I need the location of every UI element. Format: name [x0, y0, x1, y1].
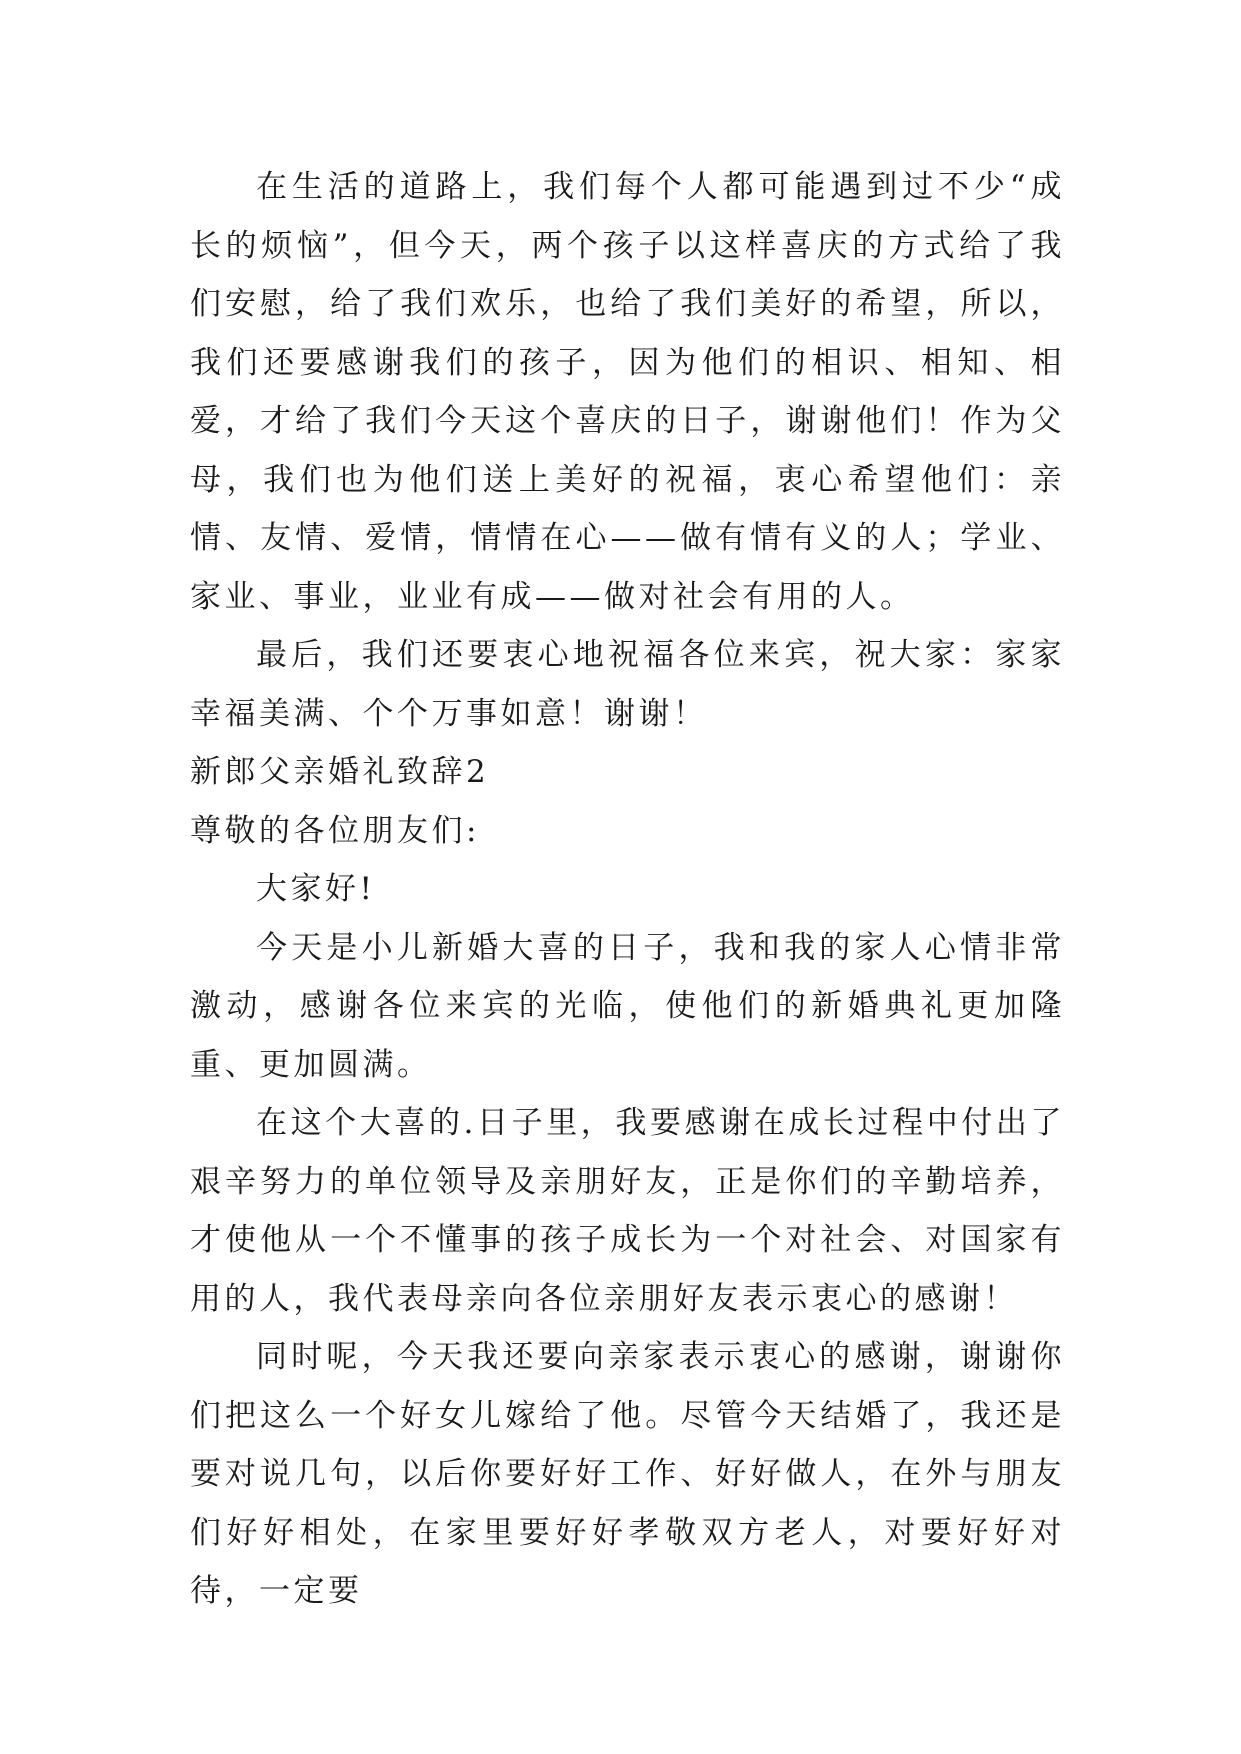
paragraph-thanks-leaders: 在这个大喜的.日子里，我要感谢在成长过程中付出了艰辛努力的单位领导及亲朋好友，正是你们的辛勤培养，才使他从一个不懂事的孩子成长为一个对社会、对国家有用的人，我代表母亲向各位亲朋好友表示衷心的感谢！ [190, 1105, 1065, 1317]
paragraph-wedding-day: 今天是小儿新婚大喜的日子，我和我的家人心情非常激动，感谢各位来宾的光临，使他们的新婚典礼更加隆重、更加圆满。 [190, 929, 1065, 1083]
section-heading: 新郎父亲婚礼致辞2 [190, 754, 490, 790]
paragraph-closing-blessing: 最后，我们还要衷心地祝福各位来宾，祝大家：家家幸福美满、个个万事如意！谢谢！ [190, 637, 1065, 732]
document-body [190, 158, 1065, 1621]
greeting: 大家好! [256, 871, 376, 907]
paragraph-growth-wishes: 在生活的道路上，我们每个人都可能遇到过不少“成长的烦恼”，但今天，两个孩子以这样喜庆的方式给了我们安慰，给了我们欢乐，也给了我们美好的希望，所以，我们还要感谢我们的孩子，因为他们的相识、相知、相爱，才给了我们今天这个喜庆的日子，谢谢他们！作为父母，我们也为他们送上美好的祝福，衷心希望他们：亲情、友情、爱情，情情在心——做有情有义的人；学业、家业、事业，业业有成——做对社会有用的人。 [190, 169, 1065, 615]
paragraph-thanks-in-laws: 同时呢，今天我还要向亲家表示衷心的感谢，谢谢你们把这么一个好女儿嫁给了他。尽管今天结婚了，我还是要对说几句，以后你要好好工作、好好做人，在外与朋友们好好相处，在家里要好好孝敬双方老人，对要好好对待，一定要 [190, 1339, 1065, 1609]
salutation: 尊敬的各位朋友们: [190, 812, 480, 849]
